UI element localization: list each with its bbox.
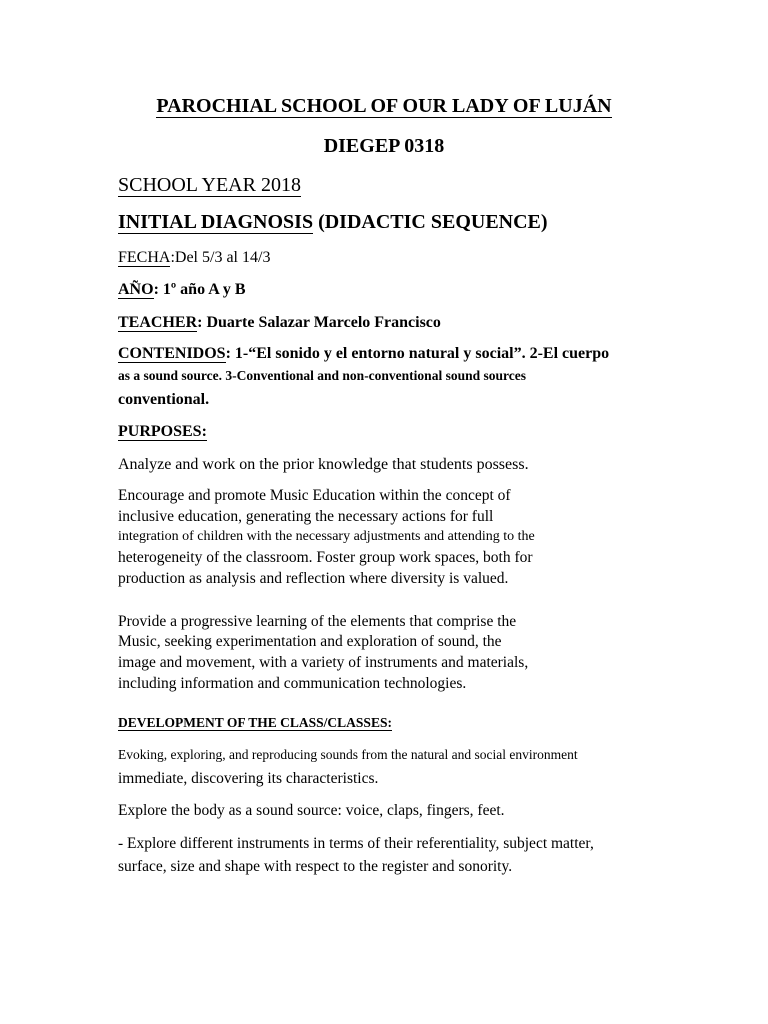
contenidos-label: CONTENIDOS bbox=[118, 345, 226, 362]
school-name: PAROCHIAL SCHOOL OF OUR LADY OF LUJÁN bbox=[156, 95, 612, 117]
purposes-heading: PURPOSES: bbox=[118, 423, 207, 440]
development-line: Evoking, exploring, and reproducing sounds from the natural and social environment bbox=[118, 747, 578, 762]
teacher-row bbox=[118, 314, 441, 332]
contenidos-line1: : 1-“El sonido y el entorno natural y social”. 2-El cuerpo bbox=[225, 345, 610, 362]
development-line: Explore the body as a sound source: voice, claps, fingers, feet. bbox=[118, 802, 505, 819]
purpose-3-line: image and movement, with a variety of instruments and materials, bbox=[118, 654, 529, 671]
purpose-2-line: Encourage and promote Music Education within the concept of bbox=[118, 487, 511, 504]
purpose-1: Analyze and work on the prior knowledge that students possess. bbox=[118, 456, 529, 473]
teacher-value: : Duarte Salazar Marcelo Francisco bbox=[197, 314, 441, 331]
purpose-2-line: inclusive education, generating the necessary actions for full bbox=[118, 508, 494, 525]
school-name-heading bbox=[0, 95, 768, 118]
fecha-label: FECHA bbox=[118, 249, 171, 266]
development-line: - Explore different instruments in terms of their referentiality, subject matter, bbox=[118, 835, 594, 852]
purpose-2-line: integration of children with the necessary adjustments and attending to the bbox=[118, 529, 535, 544]
contenidos-line2: as a sound source. 3-Conventional and non-conventional sound sources bbox=[118, 368, 526, 383]
contenidos-line3: conventional. bbox=[118, 391, 210, 408]
purpose-2-line: heterogeneity of the classroom. Foster group work spaces, both for bbox=[118, 549, 533, 566]
purpose-3-line: including information and communication technologies. bbox=[118, 675, 467, 692]
purpose-2-line: production as analysis and reflection where diversity is valued. bbox=[118, 570, 509, 587]
title-sub: (DIDACTIC SEQUENCE) bbox=[318, 211, 548, 233]
document-title bbox=[118, 211, 548, 234]
anio-value: : 1º año A y B bbox=[153, 281, 246, 298]
anio-label: AÑO bbox=[118, 281, 154, 298]
purpose-3-line: Music, seeking experimentation and exploration of sound, the bbox=[118, 633, 502, 650]
school-year-heading bbox=[118, 174, 301, 197]
development-line: immediate, discovering its characteristics. bbox=[118, 770, 379, 787]
school-year: SCHOOL YEAR 2018 bbox=[118, 174, 301, 196]
teacher-label: TEACHER bbox=[118, 314, 198, 331]
development-heading: DEVELOPMENT OF THE CLASS/CLASSES: bbox=[118, 715, 392, 730]
purpose-3-line: Provide a progressive learning of the elements that comprise the bbox=[118, 613, 517, 630]
development-line: surface, size and shape with respect to the register and sonority. bbox=[118, 858, 513, 875]
title-main: INITIAL DIAGNOSIS bbox=[118, 211, 314, 233]
contenidos-row bbox=[118, 345, 609, 363]
diegep-code: DIEGEP 0318 bbox=[323, 135, 445, 157]
fecha-row bbox=[118, 249, 270, 267]
anio-row bbox=[118, 281, 246, 299]
fecha-value: :Del 5/3 al 14/3 bbox=[170, 249, 271, 266]
